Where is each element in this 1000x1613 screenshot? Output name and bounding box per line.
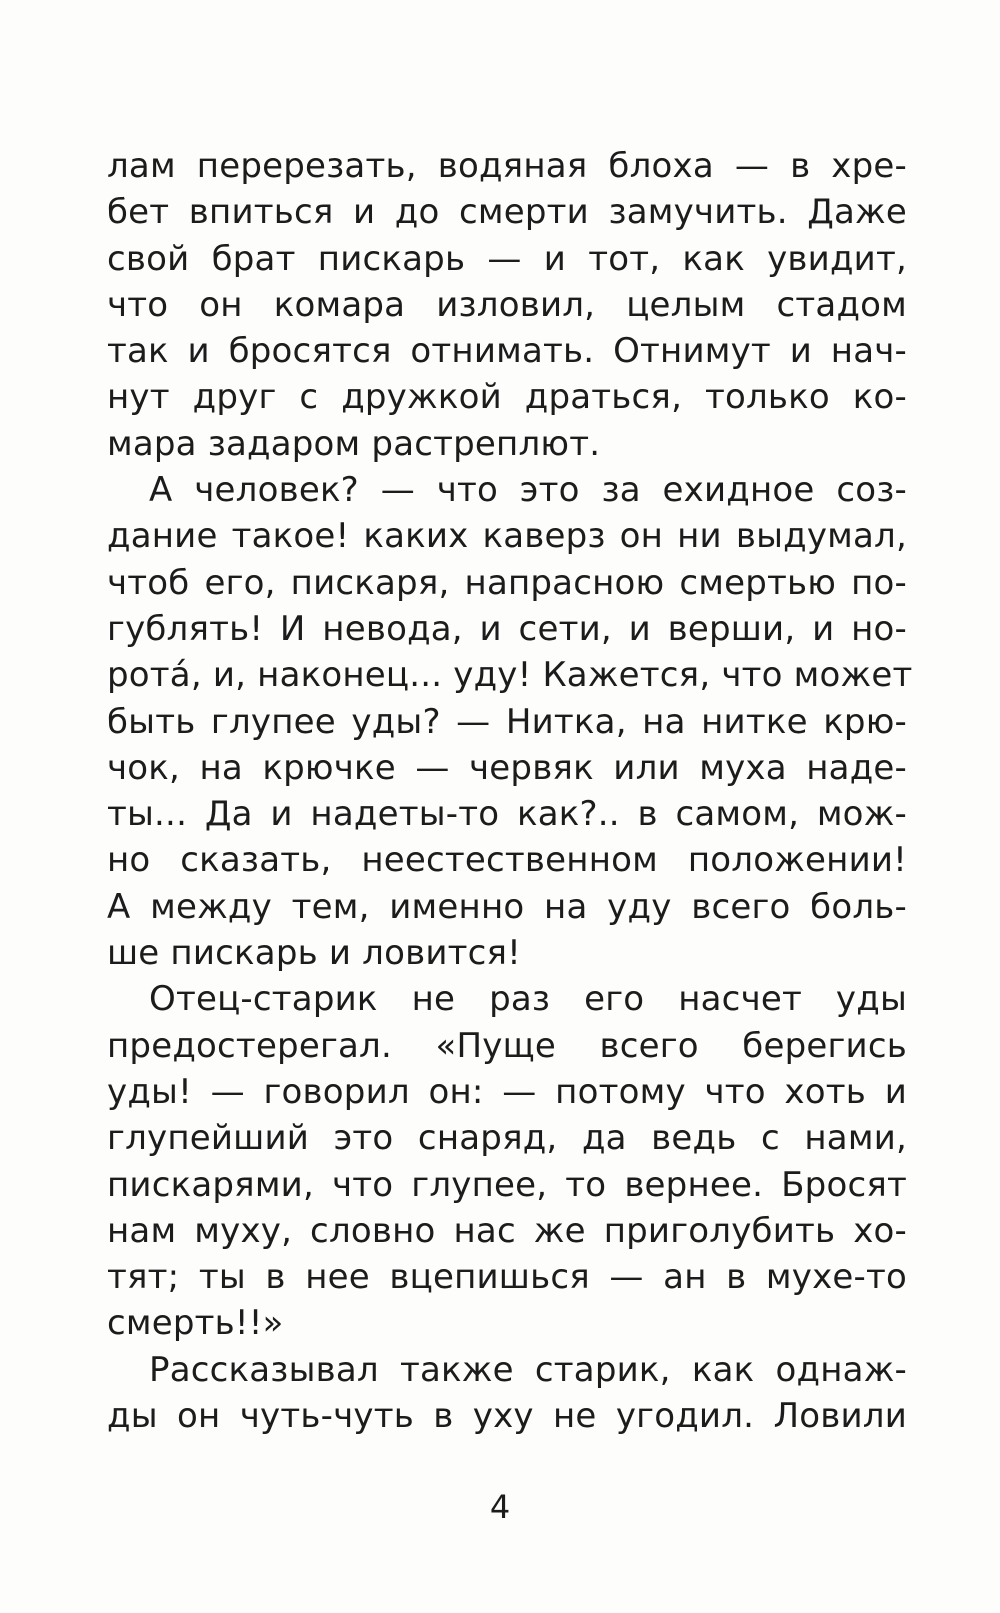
- text-line: чтоб его, пискаря, напрасною смертью по-: [107, 562, 907, 603]
- text-line: ды он чуть-чуть в уху не угодил. Ловили: [107, 1396, 907, 1437]
- text-line: тят; ты в нее вцепишься — ан в мухе-то: [107, 1257, 907, 1298]
- text-line: Рассказывал также старик, как однаж-: [149, 1349, 907, 1390]
- text-line: чок, на крючке — червяк или муха наде-: [107, 747, 907, 788]
- text-line: пискарями, что глупее, то вернее. Бросят: [107, 1164, 907, 1205]
- body-text: [107, 143, 913, 1439]
- text-line: рота́, и, наконец... уду! Кажется, что может: [107, 655, 913, 696]
- text-line: дание такое! каких каверз он ни выдумал,: [107, 516, 907, 557]
- text-line: ты... Да и надеты-то как?.. в самом, мож-: [107, 794, 907, 835]
- text-line: бет впиться и до смерти замучить. Даже: [107, 192, 907, 233]
- text-line: глупейший это снаряд, да ведь с нами,: [107, 1118, 907, 1159]
- text-line: но сказать, неестественном положении!: [107, 840, 907, 881]
- text-line: лам перерезать, водяная блоха — в хре-: [107, 146, 907, 186]
- text-line: ше пискарь и ловится!: [107, 933, 522, 974]
- text-line: быть глупее уды? — Нитка, на нитке крю-: [107, 701, 907, 742]
- text-line: нут друг с дружкой драться, только ко-: [107, 377, 907, 418]
- text-line: мара задаром растреплют.: [107, 423, 601, 464]
- text-line: смерть!!»: [107, 1303, 284, 1344]
- page-number: 4: [489, 1488, 511, 1526]
- text-line: уды! — говорил он: — потому что хоть и: [107, 1071, 907, 1112]
- text-line: гублять! И невода, и сети, и верши, и но-: [107, 608, 907, 649]
- text-line: А между тем, именно на уду всего боль-: [107, 886, 907, 927]
- text-line: нам муху, словно нас же приголубить хо-: [107, 1210, 907, 1251]
- text-line: А человек? — что это за ехидное соз-: [149, 470, 907, 511]
- text-line: Отец-старик не раз его насчет уды: [149, 979, 907, 1020]
- text-line: так и бросятся отнимать. Отнимут и нач-: [107, 331, 907, 372]
- text-line: свой брат пискарь — и тот, как увидит,: [107, 238, 907, 279]
- text-line: предостерегал. «Пуще всего берегись: [107, 1025, 907, 1066]
- text-line: что он комара изловил, целым стадом: [107, 284, 907, 325]
